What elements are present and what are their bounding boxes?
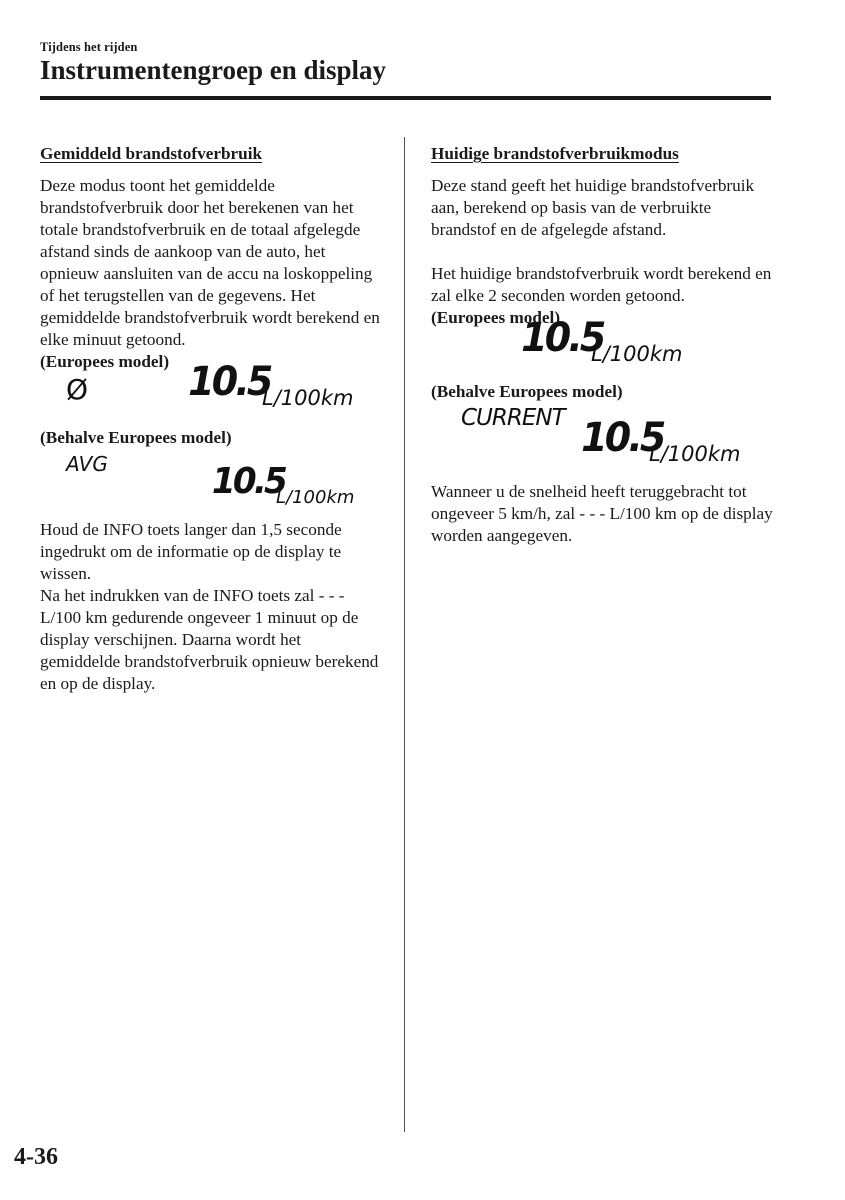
consumption-value: 10.5 (188, 359, 271, 405)
non-european-model-label: (Behalve Europees model) (431, 382, 623, 401)
consumption-unit: L/100km (591, 342, 683, 366)
reset-behaviour: Na het indrukken van de INFO toets zal - - - L/100 km gedurende ongeveer 1 minuut op de display verschijnen. Daarna wordt het gemiddelde brandstofverbruik opnieuw berekend en op de display. (40, 586, 379, 693)
consumption-value: 10.5 (581, 415, 664, 461)
average-display-non-european (40, 449, 385, 519)
breadcrumb: Tijdens het rijden (40, 40, 138, 54)
consumption-unit: L/100km (276, 487, 355, 508)
non-european-model-label: (Behalve Europees model) (40, 428, 232, 447)
current-label: CURRENT (461, 405, 565, 431)
consumption-value: 10.5 (211, 461, 285, 502)
consumption-unit: L/100km (262, 386, 354, 410)
right-column (431, 143, 776, 547)
european-model-label: (Europees model) (40, 352, 170, 371)
title-rule (40, 96, 771, 100)
avg-label: AVG (66, 452, 108, 476)
section-heading-current: Huidige brandstofverbruikmodus (431, 144, 679, 163)
current-description: Deze stand geeft het huidige brandstofverbruik aan, berekend op basis van de verbruikte brandstof en de afgelegde afstand. (431, 176, 755, 239)
section-heading-average: Gemiddeld brandstofverbruik (40, 144, 263, 163)
page-title: Instrumentengroep en display (40, 55, 387, 85)
column-divider (404, 137, 405, 1132)
reset-instruction: Houd de INFO toets langer dan 1,5 seconde ingedrukt om de informatie op de display te wissen. (40, 520, 342, 583)
left-column (40, 143, 385, 695)
page-number: 4-36 (14, 1144, 58, 1170)
average-symbol-icon: Ø (66, 373, 89, 406)
low-speed-note: Wanneer u de snelheid heeft teruggebracht tot ongeveer 5 km/h, zal - - - L/100 km op de display worden aangegeven. (431, 482, 773, 545)
consumption-value: 10.5 (521, 315, 604, 361)
current-display-non-european (431, 403, 776, 481)
european-model-label: (Europees model) (431, 308, 561, 327)
current-update-rate: Het huidige brandstofverbruik wordt berekend en zal elke 2 seconden worden getoond. (431, 264, 772, 305)
consumption-unit: L/100km (649, 442, 741, 466)
average-description: Deze modus toont het gemiddelde brandstofverbruik door het berekenen van het totale brandstofverbruik en de totaal afgelegde afstand sinds de aankoop van de auto, het opnieuw aansluiten van de accu na loskoppeling of het terugstellen van de gegevens. Het gemiddelde brandstofverbruik wordt berekend en elke minuut getoond. (40, 176, 380, 349)
